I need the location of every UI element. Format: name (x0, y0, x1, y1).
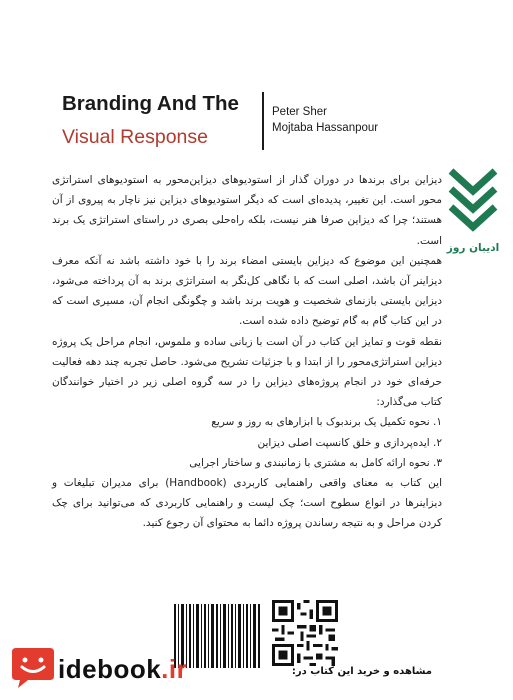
description-paragraph: نقطه قوت و تمایز این کتاب در آن است با زبانی ساده و ملموس، انجام مراحل یک پروژه دیزاین استراتژی‌محور را از ابتدا و با جزئیات تشریح می‌شود. حاصل تجربه چند دهه فعالیت حرفه‌ای خود در انجام پروژه‌های دیزاین را در سه گروه اصلی زیر در اختیار خوانندگان کتاب می‌گذارد: (52, 335, 442, 409)
book-description (52, 170, 442, 534)
authors (272, 104, 378, 136)
idebook-site-name[interactable] (58, 654, 187, 685)
site-name: idebook (58, 654, 162, 684)
description-paragraph: دیزاین برای برندها در دوران گذار از استودیوهای دیزاین‌محور به استودیوهای استراتژی محور است. این تغییر، پدیده‌ای است که دیگر استودیوهای دیزاین نیز ناچار به پیروی از آن هستند؛ چرا که دیزاین صرفا هنر نیست، بلکه راه‌حلی بصری در راستای استراتژی یک برند است. (52, 174, 442, 247)
list-item: ۲. ایده‌پردازی و خلق کانسپت اصلی دیزاین (257, 436, 442, 449)
book-subtitle: Visual Response (62, 126, 208, 148)
site-tld: .ir (161, 654, 188, 684)
author-name: Mojtaba Hassanpour (272, 122, 379, 134)
title-divider (262, 92, 264, 150)
publisher-logo-icon (447, 165, 499, 243)
publisher-name: ادیبان روز (446, 242, 500, 254)
buy-book-text: مشاهده و خرید این کتاب در: (291, 666, 432, 677)
list-item: ۱. نحوه تکمیل یک برندبوک با ابزارهای به روز و سریع (211, 416, 442, 429)
closing-paragraph: این کتاب به معنای واقعی راهنمایی کاربردی (Handbook) برای مدیران تبلیغات و دیزاینرها در انواع سطوح است؛ چک لیست و راهنمایی کاربردی که می‌توانید برای چک کردن مراحل و به نتیجه رساندن پروژه دائما به محتوای آن رجوع کنید. (52, 477, 442, 530)
book-title: Branding And The (62, 92, 239, 115)
feature-list (52, 412, 442, 473)
list-item: ۳. نحوه ارائه کامل به مشتری با زمانبندی و ساختار اجرایی (189, 456, 442, 469)
description-paragraph: همچنین این موضوع که دیزاین بایستی امضاء برند را با خود داشته باشد نه آنکه معرف دیزاینر آن باشد، اصلی است که با نگاهی کل‌نگر به استراتژی برند به آن پرداخته می‌شود، دیزاین بایستی بازنمای شخصیت و هویت برند باشد و چگونگی انجام آن، مسیری است که در این کتاب گام به گام توضیح داده شده است. (52, 254, 442, 328)
author-name: Peter Sher (272, 106, 327, 118)
qr-code-icon (272, 600, 338, 666)
